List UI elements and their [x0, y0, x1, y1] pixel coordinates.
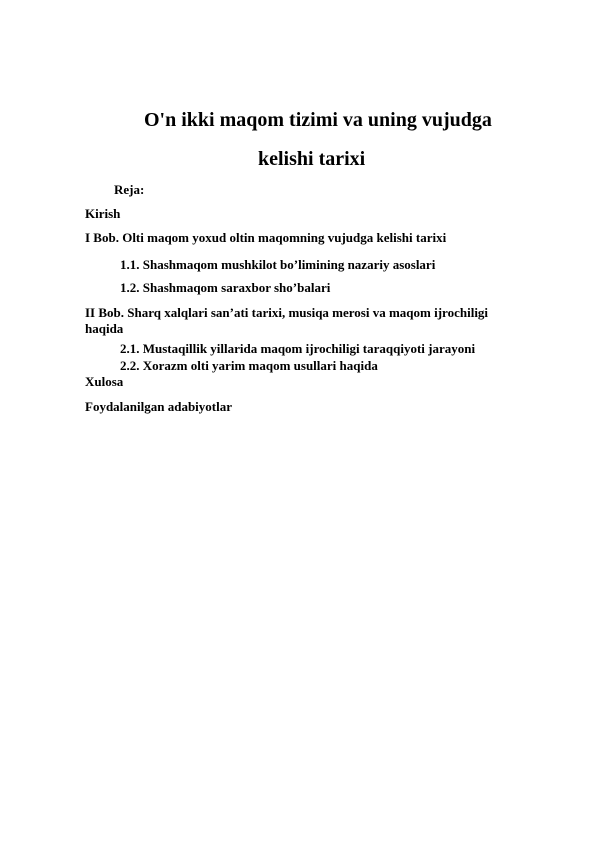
toc-item-references: Foydalanilgan adabiyotlar	[85, 399, 232, 414]
document-title-line-1: O'n ikki maqom tizimi va uning vujudga	[144, 109, 492, 131]
toc-item-section-1-1: 1.1. Shashmaqom mushkilot bo’limining nazariy asoslari	[120, 257, 436, 272]
toc-item-chapter-2-continued: haqida	[85, 321, 124, 336]
toc-item-chapter-2: II Bob. Sharq xalqlari san’ati tarixi, musiqa merosi va maqom ijrochiligi	[85, 305, 489, 320]
document-title-line-2: kelishi tarixi	[258, 148, 366, 170]
toc-item-chapter-1: I Bob. Olti maqom yoxud oltin maqomning vujudga kelishi tarixi	[85, 230, 447, 245]
toc-item-section-2-2: 2.2. Xorazm olti yarim maqom usullari haqida	[120, 358, 378, 373]
toc-item-introduction: Kirish	[85, 206, 121, 221]
toc-item-section-2-1: 2.1. Mustaqillik yillarida maqom ijrochiligi taraqqiyoti jarayoni	[120, 341, 476, 356]
toc-item-conclusion: Xulosa	[85, 374, 124, 389]
plan-label: Reja:	[114, 182, 145, 197]
toc-item-section-1-2: 1.2. Shashmaqom saraxbor sho’balari	[120, 280, 331, 295]
